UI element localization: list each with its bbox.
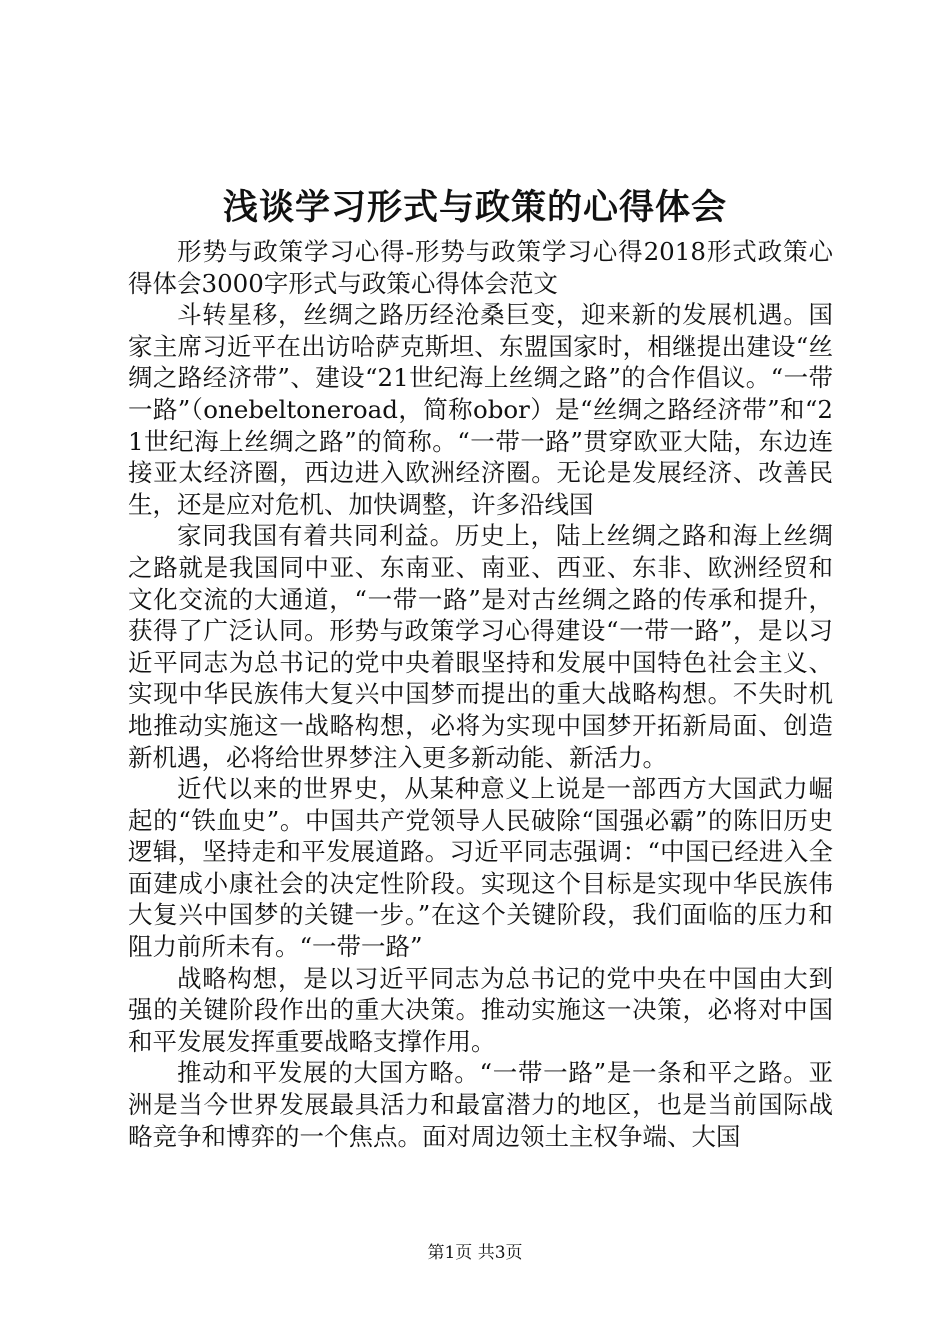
paragraph-6: 推动和平发展的大国方略。“一带一路”是一条和平之路。亚洲是当今世界发展最具活力和最富潜力的地区，也是当前国际战略竞争和博弈的一个焦点。面对周边领土主权争端、大国 (128, 1058, 833, 1151)
page-number-footer: 第1页 共3页 (427, 1243, 523, 1263)
paragraph-5: 战略构想，是以习近平同志为总书记的党中央在中国由大到强的关键阶段作出的重大决策。推动实施这一决策，必将对中国和平发展发挥重要战略支撑作用。 (128, 963, 833, 1056)
document-body (128, 236, 833, 1152)
paragraph-4: 近代以来的世界史，从某种意义上说是一部西方大国武力崛起的“铁血史”。中国共产党领导人民破除“国强必霸”的陈旧历史逻辑，坚持走和平发展道路。习近平同志强调：“中国已经进入全面建成小康社会的决定性阶段。实现这个目标是实现中华民族伟大复兴中国梦的关键一步。”在这个关键阶段，我们面临的压力和阻力前所未有。“一带一路” (128, 774, 833, 962)
paragraph-3: 家同我国有着共同利益。历史上，陆上丝绸之路和海上丝绸之路就是我国同中亚、东南亚、南亚、西亚、东非、欧洲经贸和文化交流的大通道，“一带一路”是对古丝绸之路的传承和提升，获得了广泛认同。形势与政策学习心得建设“一带一路”，是以习近平同志为总书记的党中央着眼坚持和发展中国特色社会主义、实现中华民族伟大复兴中国梦而提出的重大战略构想。不失时机地推动实施这一战略构想，必将为实现中国梦开拓新局面、创造新机遇，必将给世界梦注入更多新动能、新活力。 (128, 521, 833, 772)
paragraph-1: 形势与政策学习心得-形势与政策学习心得2018形式政策心得体会3000字形式与政策心得体会范文 (128, 237, 833, 298)
paragraph-2: 斗转星移，丝绸之路历经沧桑巨变，迎来新的发展机遇。国家主席习近平在出访哈萨克斯坦、东盟国家时，相继提出建设“丝绸之路经济带”、建设“21世纪海上丝绸之路”的合作倡议。“一带一路”（onebeltoneroad，简称obor）是“丝绸之路经济带”和“21世纪海上丝绸之路”的简称。“一带一路”贯穿欧亚大陆，东边连接亚太经济圈，西边进入欧洲经济圈。无论是发展经济、改善民生，还是应对危机、加快调整，许多沿线国 (128, 300, 833, 519)
document-title: 浅谈学习形式与政策的心得体会 (222, 187, 727, 228)
